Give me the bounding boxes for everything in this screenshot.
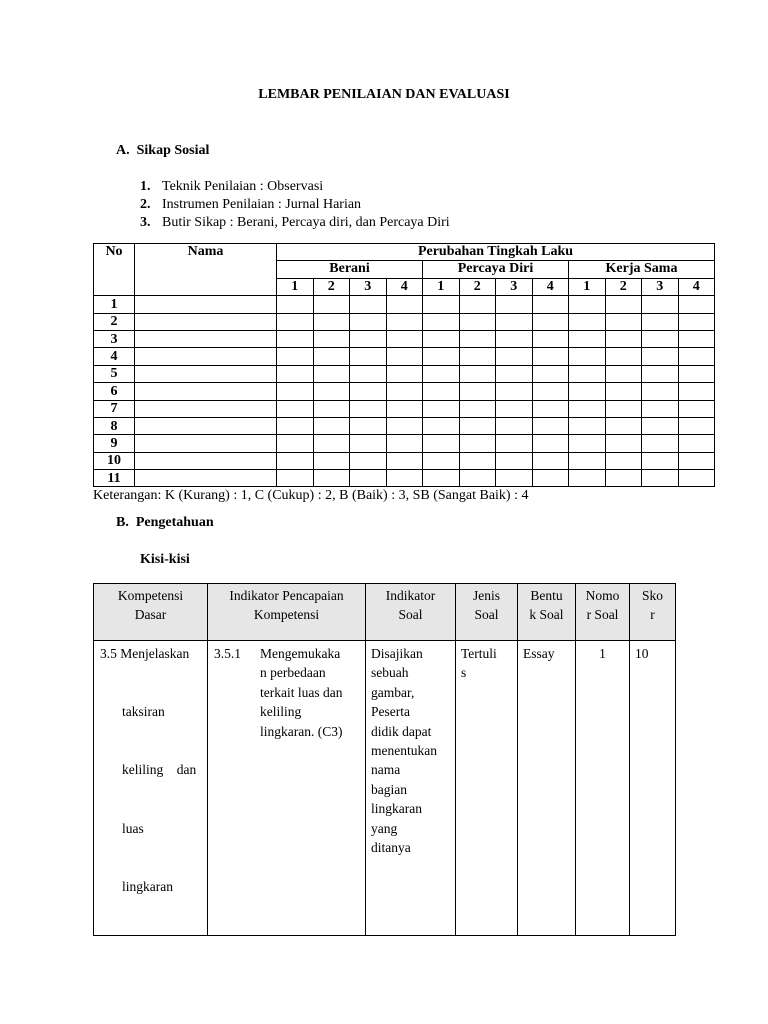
score-cell [386,452,423,469]
legend-note: Keterangan: K (Kurang) : 1, C (Cukup) : 2, B (Baik) : 3, SB (Sangat Baik) : 4 [93,488,529,503]
score-cell [313,383,350,400]
score-cell [678,417,715,434]
score-cell [386,470,423,487]
score-cell [569,452,606,469]
score-cell [532,452,569,469]
cell-nama [135,348,277,365]
score-cell [569,400,606,417]
ipk-line: keliling [260,704,302,720]
list-item [140,197,361,213]
score-cell [605,296,642,313]
score-cell [277,313,314,330]
score-cell [277,383,314,400]
header-bentuk-soal: Bentu k Soal [518,584,576,641]
kd-number: 3.5 [100,646,117,661]
score-cell [386,313,423,330]
kisi-kisi-table [93,583,676,936]
score-cell [496,435,533,452]
table-row [94,296,715,313]
header-jenis-soal: Jenis Soal [456,584,518,641]
score-cell [569,383,606,400]
header-skor: Sko r [630,584,676,641]
score-cell [423,452,460,469]
score-cell [605,313,642,330]
ipk-line: n perbedaan [260,665,326,681]
cell-nama [135,383,277,400]
kisi-kisi-heading: Kisi-kisi [140,552,190,567]
score-cell [386,400,423,417]
row-number: 4 [94,348,135,365]
score-cell [532,470,569,487]
table-row [94,641,676,936]
score-header-cell: 4 [532,278,569,295]
score-header-cell: 1 [569,278,606,295]
score-cell [459,470,496,487]
score-cell [496,470,533,487]
score-cell [605,435,642,452]
cell-bentuk-soal: Essay [518,641,576,936]
score-cell [569,296,606,313]
score-cell [678,365,715,382]
score-cell [386,383,423,400]
list-item-text: Teknik Penilaian : Observasi [162,179,324,194]
kd-line: luas [122,820,144,836]
cell-nama [135,365,277,382]
score-header-cell: 2 [313,278,350,295]
score-cell [605,470,642,487]
score-cell [277,452,314,469]
score-cell [642,452,679,469]
section-a-title: Sikap Sosial [136,143,210,158]
header-percaya-diri: Percaya Diri [423,261,569,278]
kd-line: taksiran [122,704,165,720]
score-cell [313,365,350,382]
score-cell [605,452,642,469]
score-cell [459,313,496,330]
table-row [94,383,715,400]
list-item [140,179,323,195]
row-number: 5 [94,365,135,382]
score-cell [642,417,679,434]
row-number: 10 [94,452,135,469]
score-cell [569,417,606,434]
score-cell [605,400,642,417]
score-cell [678,330,715,347]
row-number: 1 [94,296,135,313]
score-cell [386,330,423,347]
cell-nama [135,435,277,452]
attitude-observation-table [93,243,715,487]
header-nama: Nama [135,244,277,296]
score-cell [423,470,460,487]
score-cell [605,365,642,382]
score-cell [313,296,350,313]
score-cell [277,348,314,365]
score-cell [386,417,423,434]
score-cell [423,417,460,434]
score-cell [423,400,460,417]
row-number: 8 [94,417,135,434]
section-b-title: Pengetahuan [135,515,214,530]
score-cell [459,435,496,452]
score-cell [277,330,314,347]
score-cell [313,400,350,417]
section-b-heading [116,515,214,531]
cell-nama [135,296,277,313]
score-cell [496,365,533,382]
score-cell [569,365,606,382]
score-header-cell: 2 [459,278,496,295]
list-item [140,215,450,231]
score-cell [459,452,496,469]
score-cell [313,417,350,434]
score-cell [277,417,314,434]
score-cell [350,348,387,365]
score-cell [496,348,533,365]
ipk-line: lingkaran. (C3) [260,723,343,739]
score-cell [642,435,679,452]
score-cell [459,383,496,400]
score-cell [642,348,679,365]
list-item-number: 2. [140,197,151,212]
score-cell [459,417,496,434]
score-cell [313,313,350,330]
row-number: 3 [94,330,135,347]
cell-nama [135,330,277,347]
score-cell [678,383,715,400]
score-cell [569,435,606,452]
score-header-cell: 1 [277,278,314,295]
score-cell [496,383,533,400]
score-cell [642,470,679,487]
cell-nomor-soal: 1 [576,641,630,936]
score-cell [350,435,387,452]
score-cell [423,383,460,400]
score-cell [350,383,387,400]
score-cell [423,330,460,347]
score-cell [642,365,679,382]
score-cell [532,400,569,417]
score-cell [605,330,642,347]
score-cell [277,435,314,452]
score-cell [678,348,715,365]
table-row [94,348,715,365]
header-no: No [94,244,135,296]
header-berani: Berani [277,261,423,278]
document-title: LEMBAR PENILAIAN DAN EVALUASI [258,87,510,102]
list-item-number: 1. [140,179,151,194]
header-indikator-soal: Indikator Soal [366,584,456,641]
score-cell [313,435,350,452]
header-indikator-pencapaian: Indikator Pencapaian Kompetensi [208,584,366,641]
header-kerja-sama: Kerja Sama [569,261,715,278]
score-cell [496,452,533,469]
score-cell [350,330,387,347]
score-cell [350,470,387,487]
score-cell [532,383,569,400]
score-cell [313,470,350,487]
cell-nama [135,313,277,330]
score-cell [532,348,569,365]
score-cell [569,470,606,487]
score-cell [496,417,533,434]
score-header-cell: 1 [423,278,460,295]
score-cell [459,296,496,313]
score-cell [532,365,569,382]
score-cell [313,452,350,469]
score-cell [313,330,350,347]
score-cell [423,365,460,382]
score-cell [350,365,387,382]
score-cell [277,365,314,382]
table-row [94,417,715,434]
row-number: 9 [94,435,135,452]
score-cell [605,417,642,434]
ipk-line: terkait luas dan [260,684,343,700]
score-cell [642,313,679,330]
table-row [94,400,715,417]
score-cell [496,400,533,417]
table-row [94,452,715,469]
score-cell [313,348,350,365]
score-cell [678,435,715,452]
table1-body [94,296,715,487]
score-cell [532,330,569,347]
ipk-line: Mengemukaka [260,646,341,661]
score-cell [423,313,460,330]
row-number: 11 [94,470,135,487]
cell-indikator-soal: Disajikan sebuah gambar, Peserta didik dapat menentukan nama bagian lingkaran yang ditanya [366,641,456,936]
score-cell [277,470,314,487]
section-a-heading [116,143,209,159]
cell-nama [135,452,277,469]
score-cell [569,348,606,365]
score-cell [350,452,387,469]
list-item-text: Instrumen Penilaian : Jurnal Harian [162,197,362,212]
ipk-number: 3.5.1 [214,646,241,661]
cell-kompetensi-dasar [94,641,208,936]
list-item-number: 3. [140,215,151,230]
score-cell [277,296,314,313]
score-cell [605,383,642,400]
score-cell [532,435,569,452]
row-number: 2 [94,313,135,330]
score-cell [496,296,533,313]
kd-line: Menjelaskan [120,646,190,661]
score-cell [386,296,423,313]
header-nomor-soal: Nomo r Soal [576,584,630,641]
list-item-text: Butir Sikap : Berani, Percaya diri, dan Percaya Diri [162,215,450,230]
kd-line: keliling dan [122,762,197,778]
score-cell [277,400,314,417]
score-cell [459,348,496,365]
score-cell [532,313,569,330]
score-header-cell: 3 [496,278,533,295]
cell-indikator-pencapaian [208,641,366,936]
score-header-cell: 4 [678,278,715,295]
score-cell [642,400,679,417]
score-cell [386,348,423,365]
score-cell [678,313,715,330]
kd-line: lingkaran [122,878,173,894]
score-cell [459,330,496,347]
score-header-cell: 3 [350,278,387,295]
score-cell [350,313,387,330]
row-number: 7 [94,400,135,417]
score-cell [532,417,569,434]
score-cell [350,417,387,434]
table-row [94,365,715,382]
table-row [94,470,715,487]
row-number: 6 [94,383,135,400]
score-cell [496,330,533,347]
cell-jenis-soal: Tertuli s [456,641,518,936]
cell-skor: 10 [630,641,676,936]
header-perubahan-tingkah-laku: Perubahan Tingkah Laku [277,244,715,261]
score-cell [386,365,423,382]
score-cell [642,330,679,347]
score-cell [678,470,715,487]
score-cell [459,400,496,417]
score-cell [642,383,679,400]
score-cell [569,313,606,330]
header-kompetensi-dasar: Kompetensi Dasar [94,584,208,641]
score-cell [496,313,533,330]
score-cell [678,296,715,313]
score-header-cell: 4 [386,278,423,295]
table-row [94,313,715,330]
score-cell [532,296,569,313]
score-cell [386,435,423,452]
cell-nama [135,400,277,417]
score-header-cell: 2 [605,278,642,295]
section-a-label: A. [116,143,130,158]
score-cell [605,348,642,365]
score-cell [642,296,679,313]
score-cell [423,296,460,313]
score-cell [459,365,496,382]
score-cell [678,400,715,417]
score-cell [423,348,460,365]
cell-nama [135,417,277,434]
cell-nama [135,470,277,487]
section-b-label: B. [116,515,129,530]
score-header-cell: 3 [642,278,679,295]
table-row [94,330,715,347]
score-cell [350,400,387,417]
score-cell [350,296,387,313]
score-cell [569,330,606,347]
score-cell [423,435,460,452]
score-cell [678,452,715,469]
kisi-kisi-header-row [94,584,676,641]
table-row [94,435,715,452]
